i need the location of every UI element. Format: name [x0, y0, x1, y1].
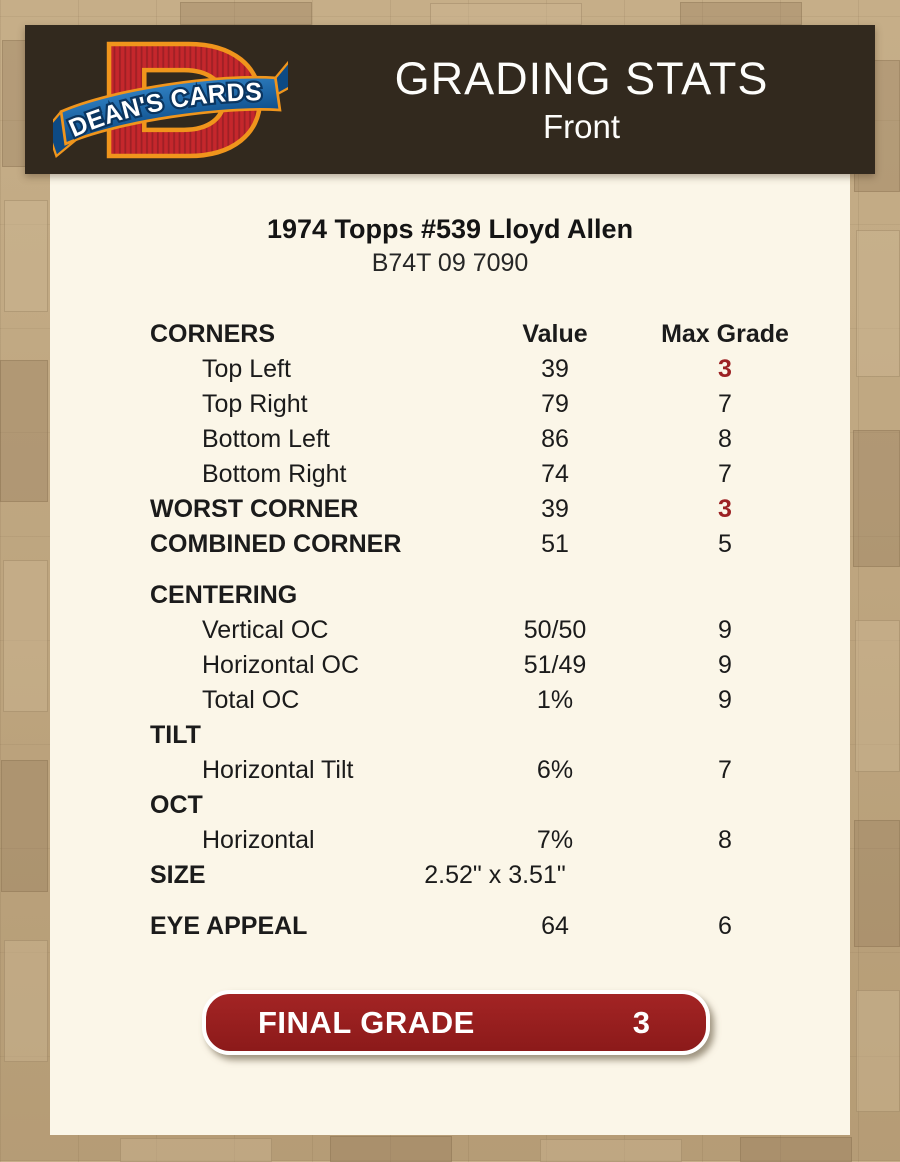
header-bar: [25, 25, 875, 174]
table-row: [150, 718, 800, 753]
row-value: 39: [541, 495, 569, 523]
row-value: 74: [541, 460, 569, 488]
table-row: [150, 648, 800, 683]
table-header-row: [150, 317, 800, 352]
final-grade-button[interactable]: [202, 990, 710, 1055]
row-label: Vertical OC: [202, 616, 329, 644]
row-max-grade: 7: [718, 390, 732, 418]
row-label: Horizontal OC: [202, 651, 359, 679]
row-max-grade: 3: [718, 495, 732, 523]
row-max-grade: 7: [718, 460, 732, 488]
table-row: [150, 823, 800, 858]
table-row: [150, 387, 800, 422]
logo-banner-text: DEAN'S CARDS: [64, 77, 263, 143]
row-value: 50/50: [523, 616, 587, 644]
row-label: Bottom Left: [202, 425, 330, 453]
row-max-grade: 9: [718, 686, 732, 714]
final-grade-label: FINAL GRADE: [258, 1004, 475, 1040]
row-max-grade: 9: [718, 616, 732, 644]
row-label: SIZE: [150, 861, 206, 889]
row-label: OCT: [150, 791, 203, 819]
row-label: Bottom Right: [202, 460, 347, 488]
row-value: 51/49: [523, 651, 587, 679]
row-value: 1%: [536, 686, 574, 714]
table-row: [150, 352, 800, 387]
row-label: CENTERING: [150, 581, 298, 609]
table-section-gap: [150, 893, 800, 909]
page-title: GRADING STATS: [394, 52, 769, 104]
page-subtitle-side: Front: [542, 108, 621, 146]
row-max-grade: 8: [718, 425, 732, 453]
column-header-value: Value: [522, 320, 588, 348]
row-label: WORST CORNER: [150, 495, 359, 523]
row-value: 39: [541, 355, 569, 383]
row-label: TILT: [150, 721, 201, 749]
table-row: [150, 422, 800, 457]
header-titles: [288, 53, 875, 147]
report-panel: [50, 174, 850, 1135]
row-max-grade: 9: [718, 651, 732, 679]
row-value: 64: [541, 912, 569, 940]
table-row: [150, 613, 800, 648]
row-value: 2.52" x 3.51": [424, 861, 566, 889]
table-row: [150, 788, 800, 823]
deans-cards-logo: [53, 33, 288, 167]
row-label: Horizontal Tilt: [202, 756, 354, 784]
row-label: Total OC: [202, 686, 300, 714]
table-row: [150, 527, 800, 562]
stats-table: [150, 317, 800, 944]
table-section-gap: [150, 562, 800, 578]
row-label: Top Left: [202, 355, 291, 383]
row-max-grade: 5: [718, 530, 732, 558]
row-value: 86: [541, 425, 569, 453]
row-max-grade: 7: [718, 756, 732, 784]
row-label: Top Right: [202, 390, 308, 418]
row-max-grade: 8: [718, 826, 732, 854]
table-row: [150, 858, 800, 893]
card-title: 1974 Topps #539 Lloyd Allen: [266, 214, 634, 244]
column-header-max-grade: Max Grade: [661, 320, 789, 348]
row-label: Horizontal: [202, 826, 315, 854]
row-max-grade: 3: [718, 355, 732, 383]
row-value: 51: [541, 530, 569, 558]
row-max-grade: 6: [718, 912, 732, 940]
row-value: 79: [541, 390, 569, 418]
column-header-label: CORNERS: [150, 320, 276, 348]
table-row: [150, 492, 800, 527]
final-grade-value: 3: [632, 1004, 650, 1040]
deans-cards-logo-icon: [53, 33, 288, 167]
row-label: COMBINED CORNER: [150, 530, 402, 558]
table-row: [150, 457, 800, 492]
table-row: [150, 578, 800, 613]
row-value: 6%: [536, 756, 574, 784]
card-serial-code: B74T 09 7090: [371, 249, 529, 277]
table-row: [150, 753, 800, 788]
row-value: 7%: [536, 826, 574, 854]
table-row: [150, 683, 800, 718]
table-row: [150, 909, 800, 944]
row-label: EYE APPEAL: [150, 912, 308, 940]
